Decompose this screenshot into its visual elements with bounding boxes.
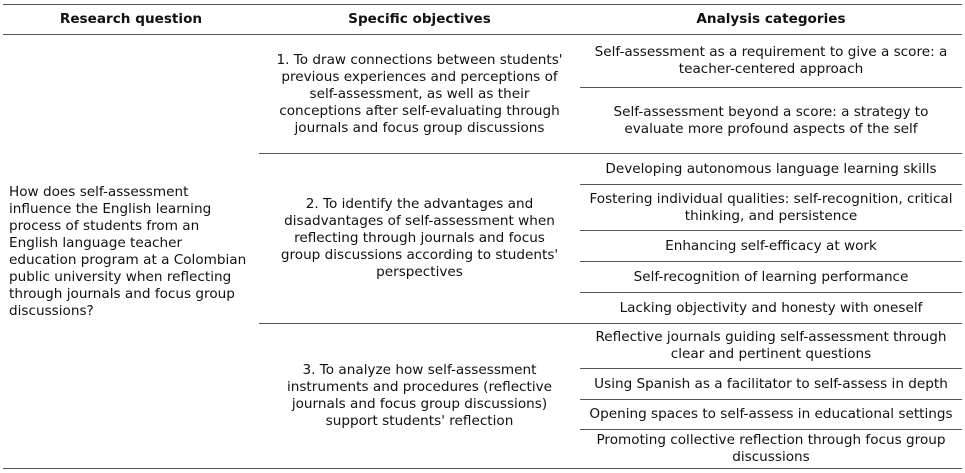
header-specific-objectives: Specific objectives [259, 5, 580, 35]
category-1-1: Self-assessment as a requirement to give a score: a teacher-centered approach [580, 35, 962, 88]
category-2-1: Developing autonomous language learning skills [580, 154, 962, 185]
category-3-1: Reflective journals guiding self-assessment through clear and pertinent questions [580, 324, 962, 369]
category-3-2: Using Spanish as a facilitator to self-assess in depth [580, 369, 962, 400]
category-2-2: Fostering individual qualities: self-recognition, critical thinking, and persistence [580, 185, 962, 231]
objective-3: 3. To analyze how self-assessment instruments and procedures (reflective journals and focus group discussions) support students' reflection [259, 324, 580, 469]
table-row [3, 35, 962, 88]
objective-2: 2. To identify the advantages and disadvantages of self-assessment when reflecting through journals and focus group discussions according to students' perspectives [259, 154, 580, 324]
header-row [3, 5, 962, 35]
analysis-table [3, 4, 962, 469]
category-3-4: Promoting collective reflection through focus group discussions [580, 430, 962, 469]
header-analysis-categories: Analysis categories [580, 5, 962, 35]
research-question-cell: How does self-assessment influence the English learning process of students from an English language teacher education program at a Colombian public university when reflecting through journals and focus group discussions? [3, 35, 259, 469]
category-3-3: Opening spaces to self-assess in educational settings [580, 400, 962, 430]
objective-1: 1. To draw connections between students' previous experiences and perceptions of self-assessment, as well as their conceptions after self-evaluating through journals and focus group discussions [259, 35, 580, 154]
category-1-2: Self-assessment beyond a score: a strategy to evaluate more profound aspects of the self [580, 88, 962, 154]
category-2-4: Self-recognition of learning performance [580, 262, 962, 293]
category-2-3: Enhancing self-efficacy at work [580, 231, 962, 262]
header-research-question: Research question [3, 5, 259, 35]
category-2-5: Lacking objectivity and honesty with oneself [580, 293, 962, 324]
